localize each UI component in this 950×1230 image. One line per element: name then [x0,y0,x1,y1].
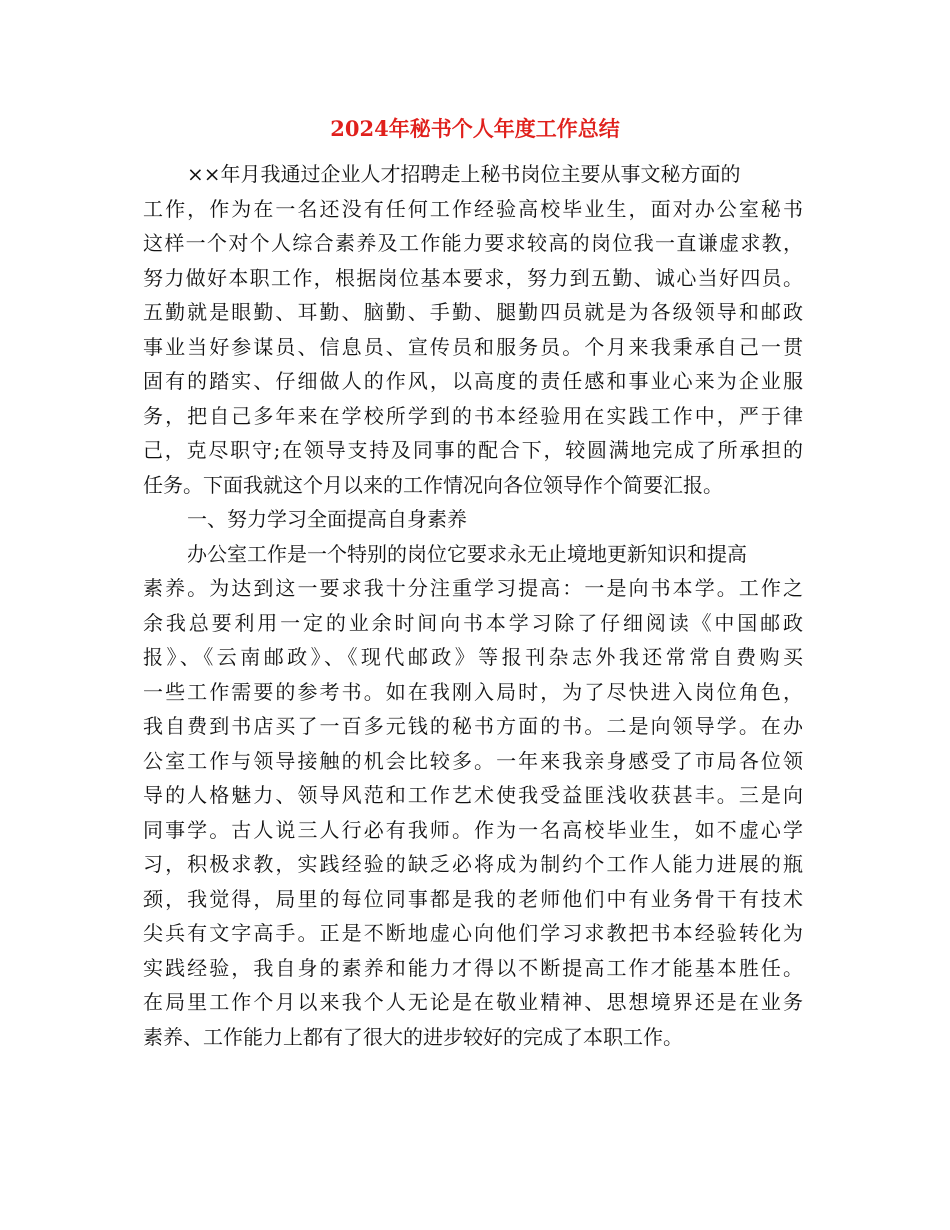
paragraph-line: 颈，我觉得，局里的每位同事都是我的老师他们中有业务骨干有技术 [143,886,803,911]
section-heading: 一、努力学习全面提高自身素养 [187,507,467,531]
paragraph-line: 己，克尽职守;在领导支持及同事的配合下，较圆满地完成了所承担的 [143,438,803,462]
paragraph-line: 务，把自己多年来在学校所学到的书本经验用在实践工作中，严于律 [143,403,803,428]
paragraph-line: 努力做好本职工作，根据岗位基本要求，努力到五勤、诚心当好四员。 [143,265,803,290]
paragraph-line: 五勤就是眼勤、耳勤、脑勤、手勤、腿勤四员就是为各级领导和邮政 [143,300,803,324]
document-body [143,157,803,1054]
paragraph-line: 余我总要利用一定的业余时间向书本学习除了仔细阅读《中国邮政 [143,610,803,635]
paragraph-line: 尖兵有文字高手。正是不断地虚心向他们学习求教把书本经验转化为 [143,921,803,945]
paragraph-line: 一些工作需要的参考书。如在我刚入局时，为了尽快进入岗位角色， [143,679,803,704]
paragraph-line: 同事学。古人说三人行必有我师。作为一名高校毕业生，如不虚心学 [143,817,803,842]
paragraph-line: 在局里工作个月以来我个人无论是在敬业精神、思想境界还是在业务 [143,990,803,1014]
paragraph-line: 导的人格魅力、领导风范和工作艺术使我受益匪浅收获甚丰。三是向 [143,783,803,807]
paragraph-line: 任务。下面我就这个月以来的工作情况向各位领导作个简要汇报。 [143,472,723,497]
paragraph-line: 报》、《云南邮政》、《现代邮政》等报刊杂志外我还常常自费购买 [143,645,803,669]
document-title: 2024年秘书个人年度工作总结 [330,116,620,141]
paragraph-line: 这样一个对个人综合素养及工作能力要求较高的岗位我一直谦虚求教， [143,231,803,255]
paragraph-line: 工作，作为在一名还没有任何工作经验高校毕业生，面对办公室秘书 [143,196,803,221]
paragraph-line: 事业当好参谋员、信息员、宣传员和服务员。个月来我秉承自己一贯 [143,334,803,359]
paragraph-line: 素养、工作能力上都有了很大的进步较好的完成了本职工作。 [143,1024,683,1049]
paragraph-line: 实践经验，我自身的素养和能力才得以不断提高工作才能基本胜任。 [143,955,803,980]
paragraph-line: 办公室工作是一个特别的岗位它要求永无止境地更新知识和提高 [187,541,747,566]
paragraph-line: 固有的踏实、仔细做人的作风，以高度的责任感和事业心来为企业服 [143,369,803,393]
paragraph-line: 素养。为达到这一要求我十分注重学习提高：一是向书本学。工作之 [143,576,803,600]
paragraph-line: 习，积极求教，实践经验的缺乏必将成为制约个工作人能力进展的瓶 [143,852,803,876]
paragraph-line: ××年月我通过企业人才招聘走上秘书岗位主要从事文秘方面的 [187,162,741,186]
paragraph-line: 公室工作与领导接触的机会比较多。一年来我亲身感受了市局各位领 [143,748,803,773]
paragraph-line: 我自费到书店买了一百多元钱的秘书方面的书。二是向领导学。在办 [143,714,803,738]
